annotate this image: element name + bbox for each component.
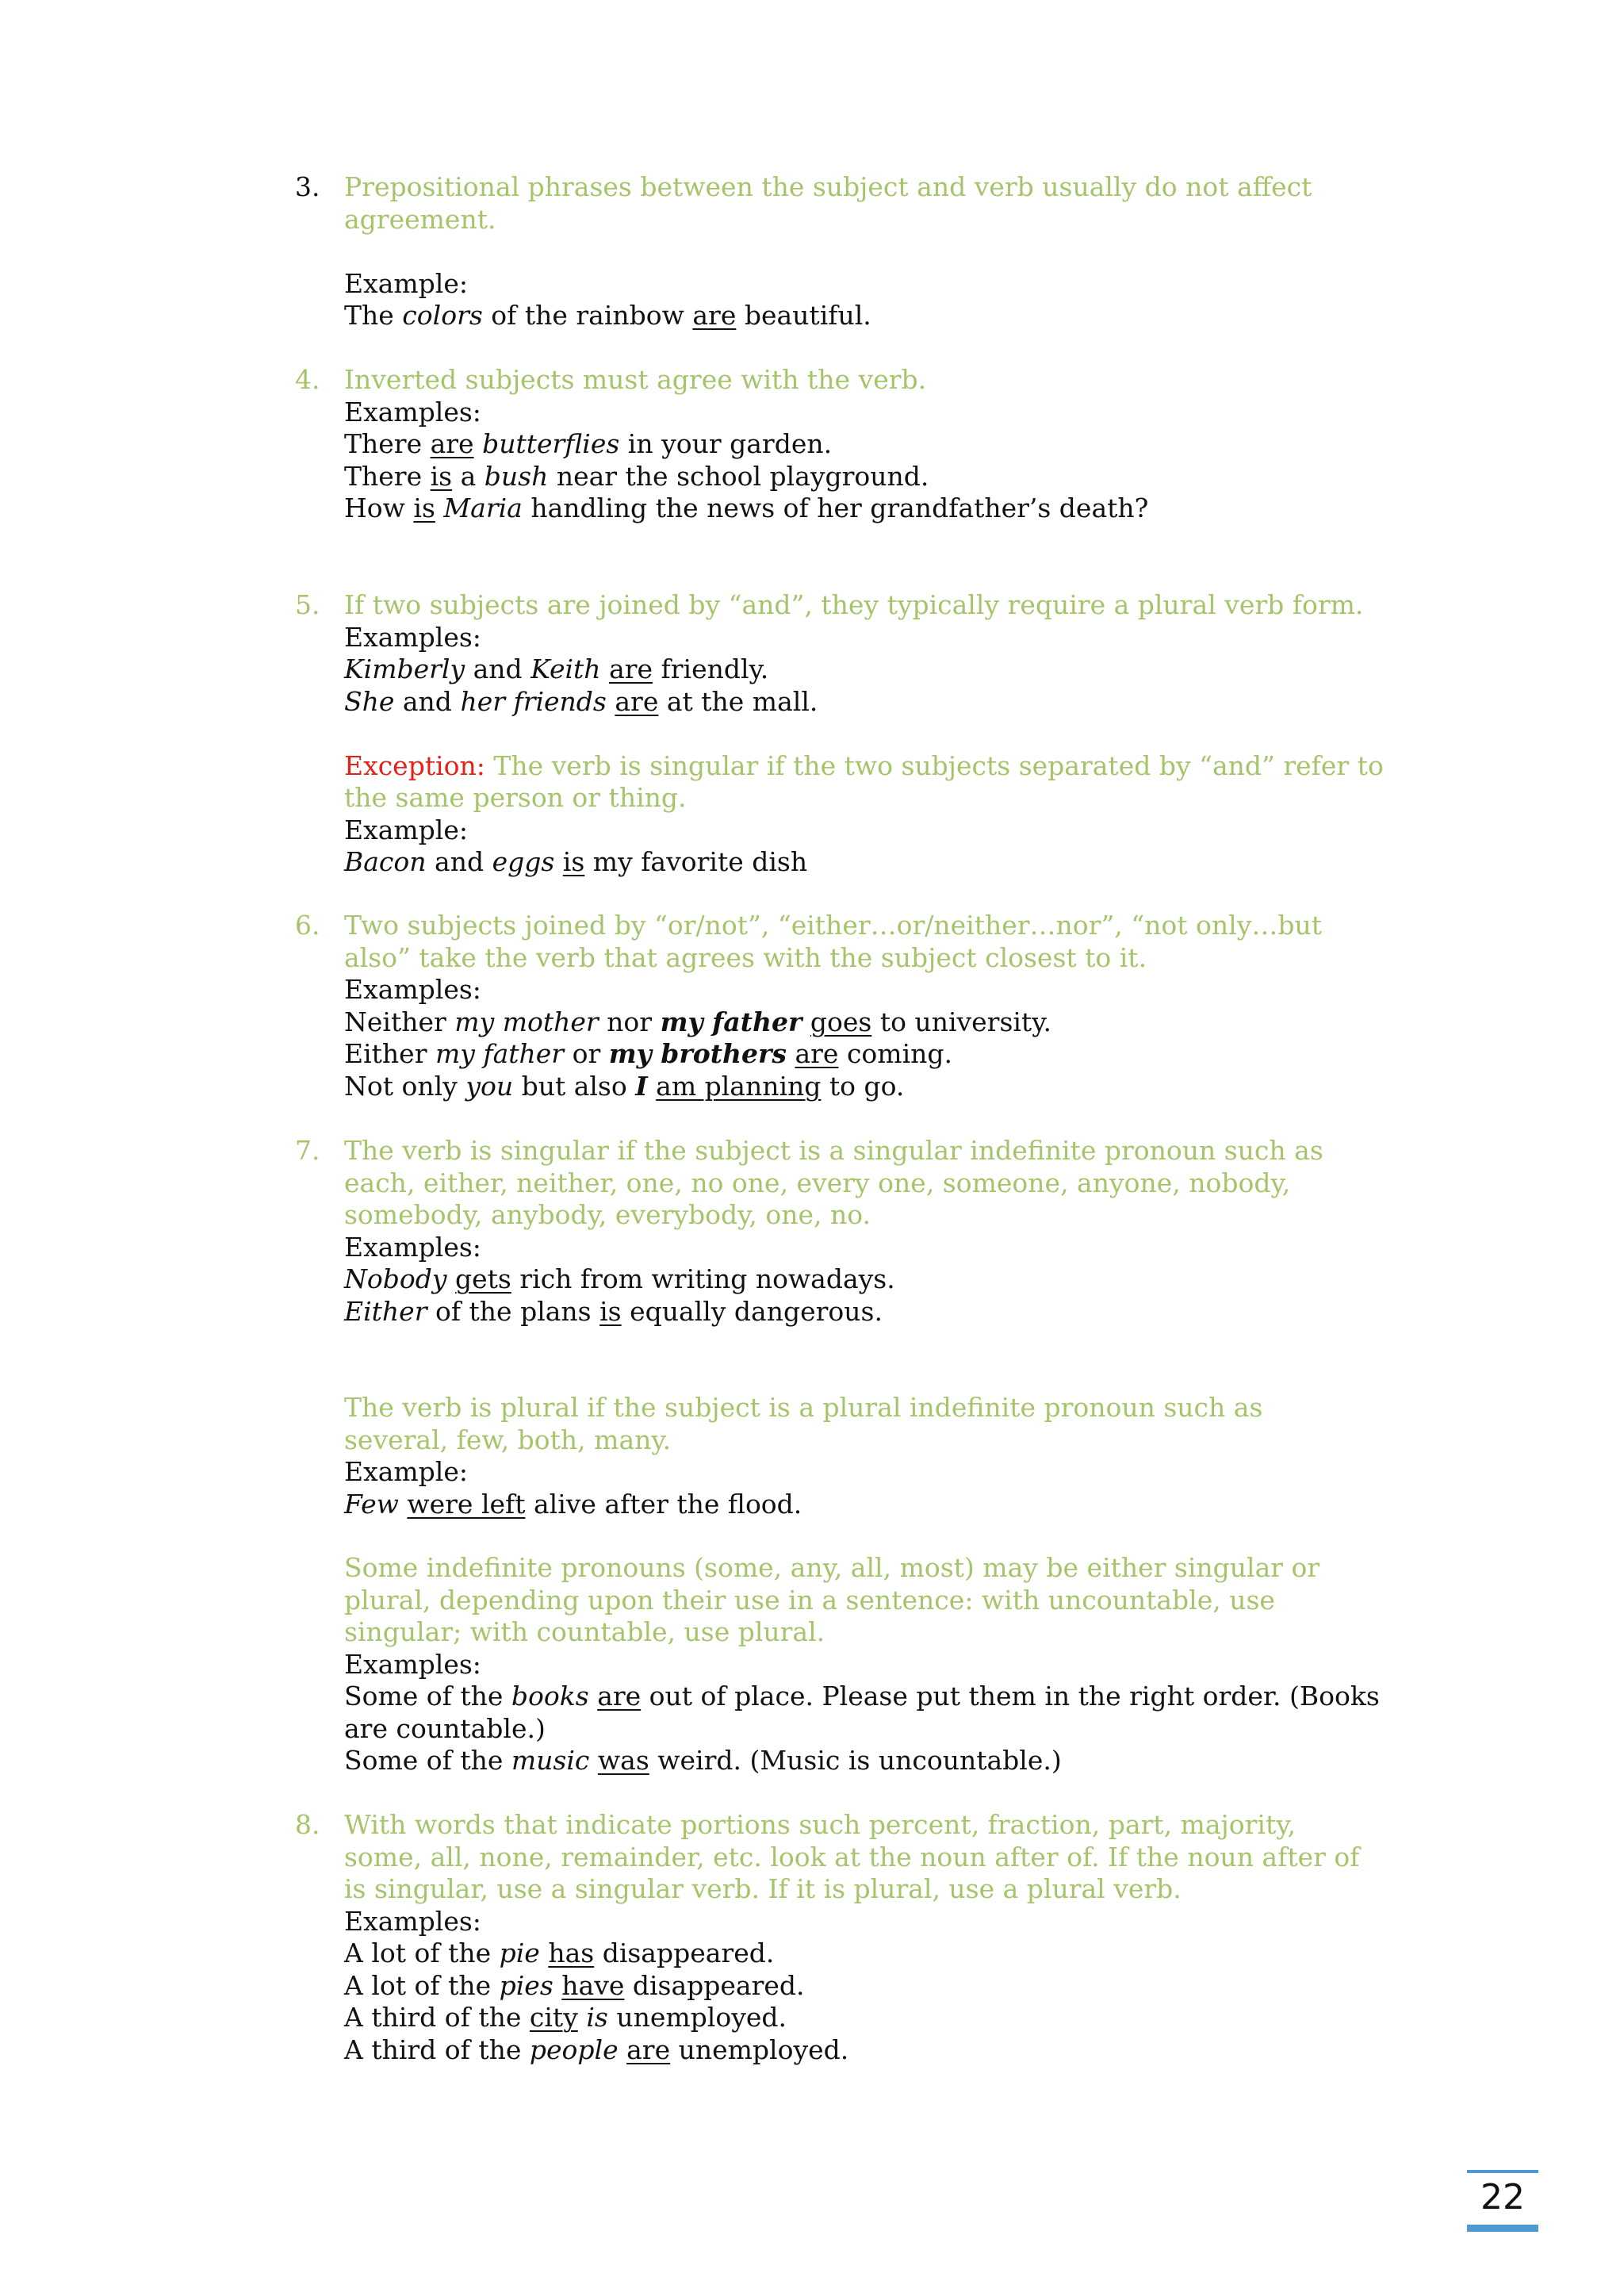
rule-number-4: 4.	[295, 364, 320, 395]
example-sentence: Either my father or my brothers are coming.	[344, 1038, 953, 1069]
exception-line-1: Exception: The verb is singular if the two subjects separated by “and” refer to	[344, 749, 1384, 781]
rule-5	[344, 589, 1407, 879]
example-label: Example:	[344, 814, 468, 845]
example-sentence: A third of the city is unemployed.	[344, 2002, 787, 2033]
example-sentence: Bacon and eggs is my favorite dish	[344, 846, 808, 877]
example-label: Example:	[344, 267, 468, 299]
rule-number-5: 5.	[295, 589, 320, 620]
example-sentence: How is Maria handling the news of her grandfather’s death?	[344, 493, 1149, 523]
rule-3-text-line-2: agreement.	[344, 203, 496, 235]
rule-4	[344, 364, 1407, 525]
rule-7-some	[344, 1552, 1407, 1777]
rule-8	[344, 1809, 1407, 2066]
example-sentence: Kimberly and Keith are friendly.	[344, 654, 769, 684]
rule-5-text: If two subjects are joined by “and”, they typically require a plural verb form.	[344, 589, 1364, 620]
rule-number-6: 6.	[295, 910, 320, 941]
spacer	[344, 718, 1407, 750]
rule-4-text: Inverted subjects must agree with the verb.	[344, 364, 927, 395]
page-number: 22	[1467, 2170, 1538, 2232]
example-label: Examples:	[344, 396, 481, 427]
example-sentence: There are butterflies in your garden.	[344, 428, 833, 459]
example-sentence: The colors of the rainbow are beautiful.	[344, 300, 871, 331]
example-sentence: There is a bush near the school playground.	[344, 460, 929, 492]
example-sentence: Some of the books are out of place. Please put them in the right order. (Books	[344, 1681, 1380, 1711]
rule-6-text-line-1: Two subjects joined by “or/not”, “either…or/neither…nor”, “not only…but	[344, 910, 1322, 941]
example-sentence: Few were left alive after the flood.	[344, 1488, 802, 1520]
some-text-line-1: Some indefinite pronouns (some, any, all, most) may be either singular or	[344, 1552, 1320, 1583]
rule-7-text-line-1: The verb is singular if the subject is a singular indefinite pronoun such as	[344, 1135, 1323, 1166]
rule-number-3: 3.	[295, 171, 320, 202]
rule-8-text-line-3: is singular, use a singular verb. If it is plural, use a plural verb.	[344, 1873, 1182, 1904]
plural-text-line-2: several, few, both, many.	[344, 1424, 672, 1455]
rule-7-text-line-3: somebody, anybody, everybody, one, no.	[344, 1199, 871, 1230]
some-text-line-3: singular; with countable, use plural.	[344, 1616, 825, 1647]
example-sentence: A third of the people are unemployed.	[344, 2033, 849, 2065]
rule-8-text-line-1: With words that indicate portions such percent, fraction, part, majority,	[344, 1809, 1296, 1840]
rule-7-plural	[344, 1392, 1407, 1520]
rule-3	[344, 171, 1407, 332]
example-sentence: Neither my mother nor my father goes to university.	[344, 1006, 1051, 1037]
example-label: Example:	[344, 1456, 468, 1487]
example-sentence: Not only you but also I am planning to go.	[344, 1070, 905, 1102]
example-sentence: A lot of the pie has disappeared.	[344, 1938, 775, 1968]
spacer	[344, 236, 1407, 268]
example-sentence: A lot of the pies have disappeared.	[344, 1969, 805, 2001]
some-text-line-2: plural, depending upon their use in a sentence: with uncountable, use	[344, 1584, 1275, 1616]
example-sentence-continued: are countable.)	[344, 1712, 546, 1744]
rule-8-text-line-2: some, all, none, remainder, etc. look at the noun after of. If the noun after of	[344, 1841, 1360, 1872]
example-sentence: She and her friends are at the mall.	[344, 685, 818, 717]
exception-label: Exception:	[344, 749, 485, 781]
exception-line-2: the same person or thing.	[344, 782, 687, 813]
rule-number-8: 8.	[295, 1809, 320, 1840]
example-sentence: Some of the music was weird. (Music is uncountable.)	[344, 1745, 1062, 1776]
rule-6-text-line-2: also” take the verb that agrees with the subject closest to it.	[344, 941, 1147, 973]
example-label: Examples:	[344, 1648, 481, 1680]
example-sentence: Nobody gets rich from writing nowadays.	[344, 1263, 895, 1294]
example-label: Examples:	[344, 1231, 481, 1263]
rule-6	[344, 910, 1407, 1102]
example-label: Examples:	[344, 1905, 481, 1937]
example-label: Examples:	[344, 974, 481, 1005]
example-label: Examples:	[344, 621, 481, 653]
rule-number-7: 7.	[295, 1135, 320, 1166]
plural-text-line-1: The verb is plural if the subject is a plural indefinite pronoun such as	[344, 1392, 1263, 1423]
rule-3-text-line-1: Prepositional phrases between the subject and verb usually do not affect	[344, 171, 1312, 202]
example-sentence: Either of the plans is equally dangerous.	[344, 1295, 883, 1327]
rule-7-text-line-2: each, either, neither, one, no one, every one, someone, anyone, nobody,	[344, 1167, 1291, 1198]
rule-7	[344, 1135, 1407, 1328]
